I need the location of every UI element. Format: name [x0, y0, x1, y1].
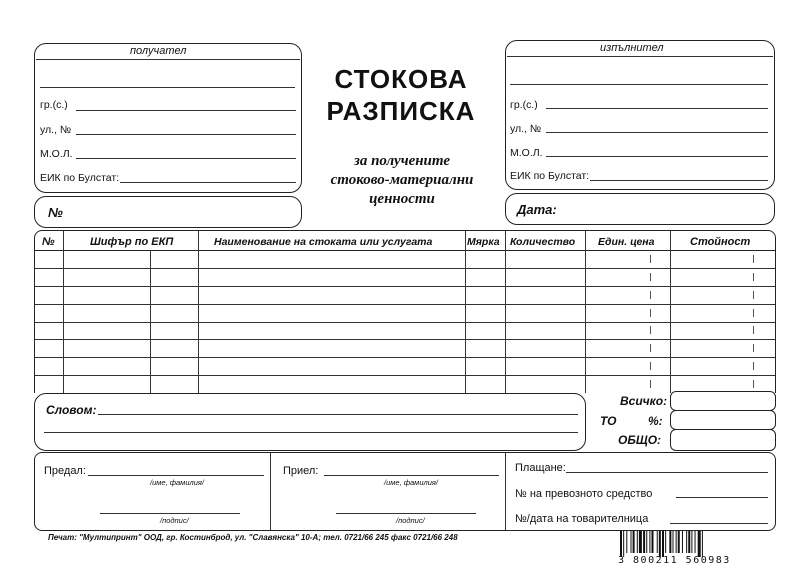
barcode-bar [662, 531, 664, 557]
col-divider-5 [505, 231, 506, 393]
barcode-bar [649, 531, 650, 553]
recipient-street-label: ул., № [40, 124, 72, 136]
table-row[interactable] [35, 339, 775, 340]
barcode-bar [639, 531, 642, 553]
recipient-eik-field[interactable] [120, 182, 296, 183]
col-divider-1 [63, 231, 64, 393]
recipient-header: получател [130, 45, 187, 57]
supplier-header-line [507, 56, 773, 57]
supplier-eik-label: ЕИК по Булстат: [510, 170, 590, 182]
to-value-box[interactable] [670, 410, 776, 430]
barcode-bar [652, 531, 654, 553]
vehicle-label: № на превозното средство [515, 488, 653, 500]
delivered-label: Предал: [44, 465, 86, 477]
number-label: № [48, 205, 63, 220]
total-value-box[interactable] [670, 429, 776, 451]
date-label: Дата: [517, 202, 557, 217]
items-table [34, 230, 776, 393]
supplier-street-label: ул., № [510, 123, 542, 135]
payment-label: Плащане: [515, 462, 566, 474]
received-signature-field[interactable] [336, 513, 476, 514]
col-header-code: Шифър по ЕКП [90, 236, 174, 248]
col-header-unit: Мярка [467, 236, 500, 248]
col-divider-4 [465, 231, 466, 393]
supplier-city-label: гр.(с.) [510, 99, 538, 111]
received-signature-hint: /подпис/ [396, 516, 425, 525]
unit-price-decimal-tick [650, 362, 651, 370]
words-box[interactable] [34, 393, 586, 451]
barcode-bar [678, 531, 680, 553]
supplier-eik-field[interactable] [590, 180, 768, 181]
value-decimal-tick [753, 326, 754, 334]
subtitle-line1: за получените [353, 153, 451, 169]
barcode-bar [688, 531, 690, 553]
value-decimal-tick [753, 255, 754, 263]
unit-price-decimal-tick [650, 291, 651, 299]
delivered-signature-hint: /подпис/ [160, 516, 189, 525]
received-label: Приел: [283, 465, 319, 477]
delivered-name-field[interactable] [88, 475, 264, 476]
recipient-header-line [36, 59, 300, 60]
barcode-number: 3 800211 560983 [618, 555, 731, 566]
barcode-bar [659, 531, 661, 557]
barcode-bar [673, 531, 674, 553]
col-header-name: Наименование на стоката или услугата [214, 236, 433, 248]
col-divider-3 [198, 231, 199, 393]
unit-price-decimal-tick [650, 309, 651, 317]
sig-divider-1 [270, 453, 271, 530]
payment-field[interactable] [566, 472, 768, 473]
all-value-box[interactable] [670, 391, 776, 411]
supplier-street-field[interactable] [546, 132, 768, 133]
document-title-line2: РАЗПИСКА [326, 96, 476, 126]
supplier-mol-field[interactable] [546, 156, 768, 157]
barcode-bar [676, 531, 677, 553]
received-name-field[interactable] [324, 475, 499, 476]
barcode-bar [698, 531, 701, 557]
supplier-header: изпълнител [600, 42, 664, 54]
barcode-bar [695, 531, 696, 553]
to-label: ТО [600, 414, 617, 428]
unit-price-decimal-tick [650, 344, 651, 352]
received-name-hint: /име, фамилия/ [384, 478, 438, 487]
barcode-bar [665, 531, 666, 553]
col-header-value: Стойност [690, 236, 751, 248]
delivered-name-hint: /име, фамилия/ [150, 478, 204, 487]
barcode-bar [702, 531, 703, 557]
recipient-street-field[interactable] [76, 134, 296, 135]
words-label: Словом: [46, 403, 97, 417]
barcode-bar [686, 531, 687, 553]
supplier-mol-label: М.О.Л. [510, 147, 543, 159]
supplier-city-field[interactable] [546, 108, 768, 109]
subtitle-line2: стоково-материални [330, 172, 474, 188]
barcode-bar [620, 531, 622, 557]
table-row[interactable] [35, 322, 775, 323]
table-row[interactable] [35, 268, 775, 269]
value-decimal-tick [753, 344, 754, 352]
supplier-name-line [510, 84, 768, 85]
document-title-line1: СТОКОВА [334, 64, 468, 94]
supplier-box [505, 40, 775, 190]
table-header-line [35, 250, 775, 251]
unit-price-decimal-tick [650, 380, 651, 388]
barcode-bar [682, 531, 683, 553]
barcode-bar [657, 531, 658, 553]
barcode-bar [623, 531, 624, 557]
percent-label: %: [648, 414, 663, 428]
table-row[interactable] [35, 286, 775, 287]
col-divider-6 [585, 231, 586, 393]
value-decimal-tick [753, 380, 754, 388]
barcode-bar [646, 531, 647, 553]
col-header-unit-price: Един. цена [598, 236, 655, 248]
value-decimal-tick [753, 309, 754, 317]
sig-divider-2 [505, 453, 506, 530]
value-decimal-tick [753, 273, 754, 281]
barcode-bar [633, 531, 635, 553]
table-row[interactable] [35, 357, 775, 358]
number-box[interactable] [34, 196, 302, 228]
col-divider-7 [670, 231, 671, 393]
delivered-signature-field[interactable] [100, 513, 240, 514]
words-line-2 [44, 432, 578, 433]
barcode-bar [631, 531, 632, 553]
barcode-bar [669, 531, 671, 553]
barcode-bar [643, 531, 645, 553]
unit-price-decimal-tick [650, 255, 651, 263]
recipient-mol-field[interactable] [76, 158, 296, 159]
vehicle-field[interactable] [676, 497, 768, 498]
recipient-city-label: гр.(с.) [40, 99, 68, 111]
all-label: Всичко: [620, 394, 668, 408]
recipient-name-line [40, 87, 295, 88]
waybill-label: №/дата на товарителница [515, 513, 649, 525]
printer-footer: Печат: "Мултипринт" ООД, гр. Костинброд, ул. "Славянска" 10-А; тел. 0721/66 245 факс 0721/66 248 [48, 533, 458, 542]
words-line-1 [98, 414, 578, 415]
subtitle-line3: ценности [369, 191, 435, 207]
barcode-bar [691, 531, 692, 553]
recipient-city-field[interactable] [76, 110, 296, 111]
recipient-eik-label: ЕИК по Булстат: [40, 172, 120, 184]
unit-price-decimal-tick [650, 273, 651, 281]
recipient-box [34, 43, 302, 193]
barcode-bar [637, 531, 638, 553]
value-decimal-tick [753, 291, 754, 299]
col-header-quantity: Количество [510, 236, 576, 248]
table-row[interactable] [35, 304, 775, 305]
col-header-no: № [42, 236, 55, 248]
recipient-mol-label: М.О.Л. [40, 148, 73, 160]
table-row[interactable] [35, 375, 775, 376]
barcode-bar [626, 531, 627, 553]
waybill-field[interactable] [670, 523, 768, 524]
value-decimal-tick [753, 362, 754, 370]
total-label: ОБЩО: [618, 433, 662, 447]
unit-price-decimal-tick [650, 326, 651, 334]
